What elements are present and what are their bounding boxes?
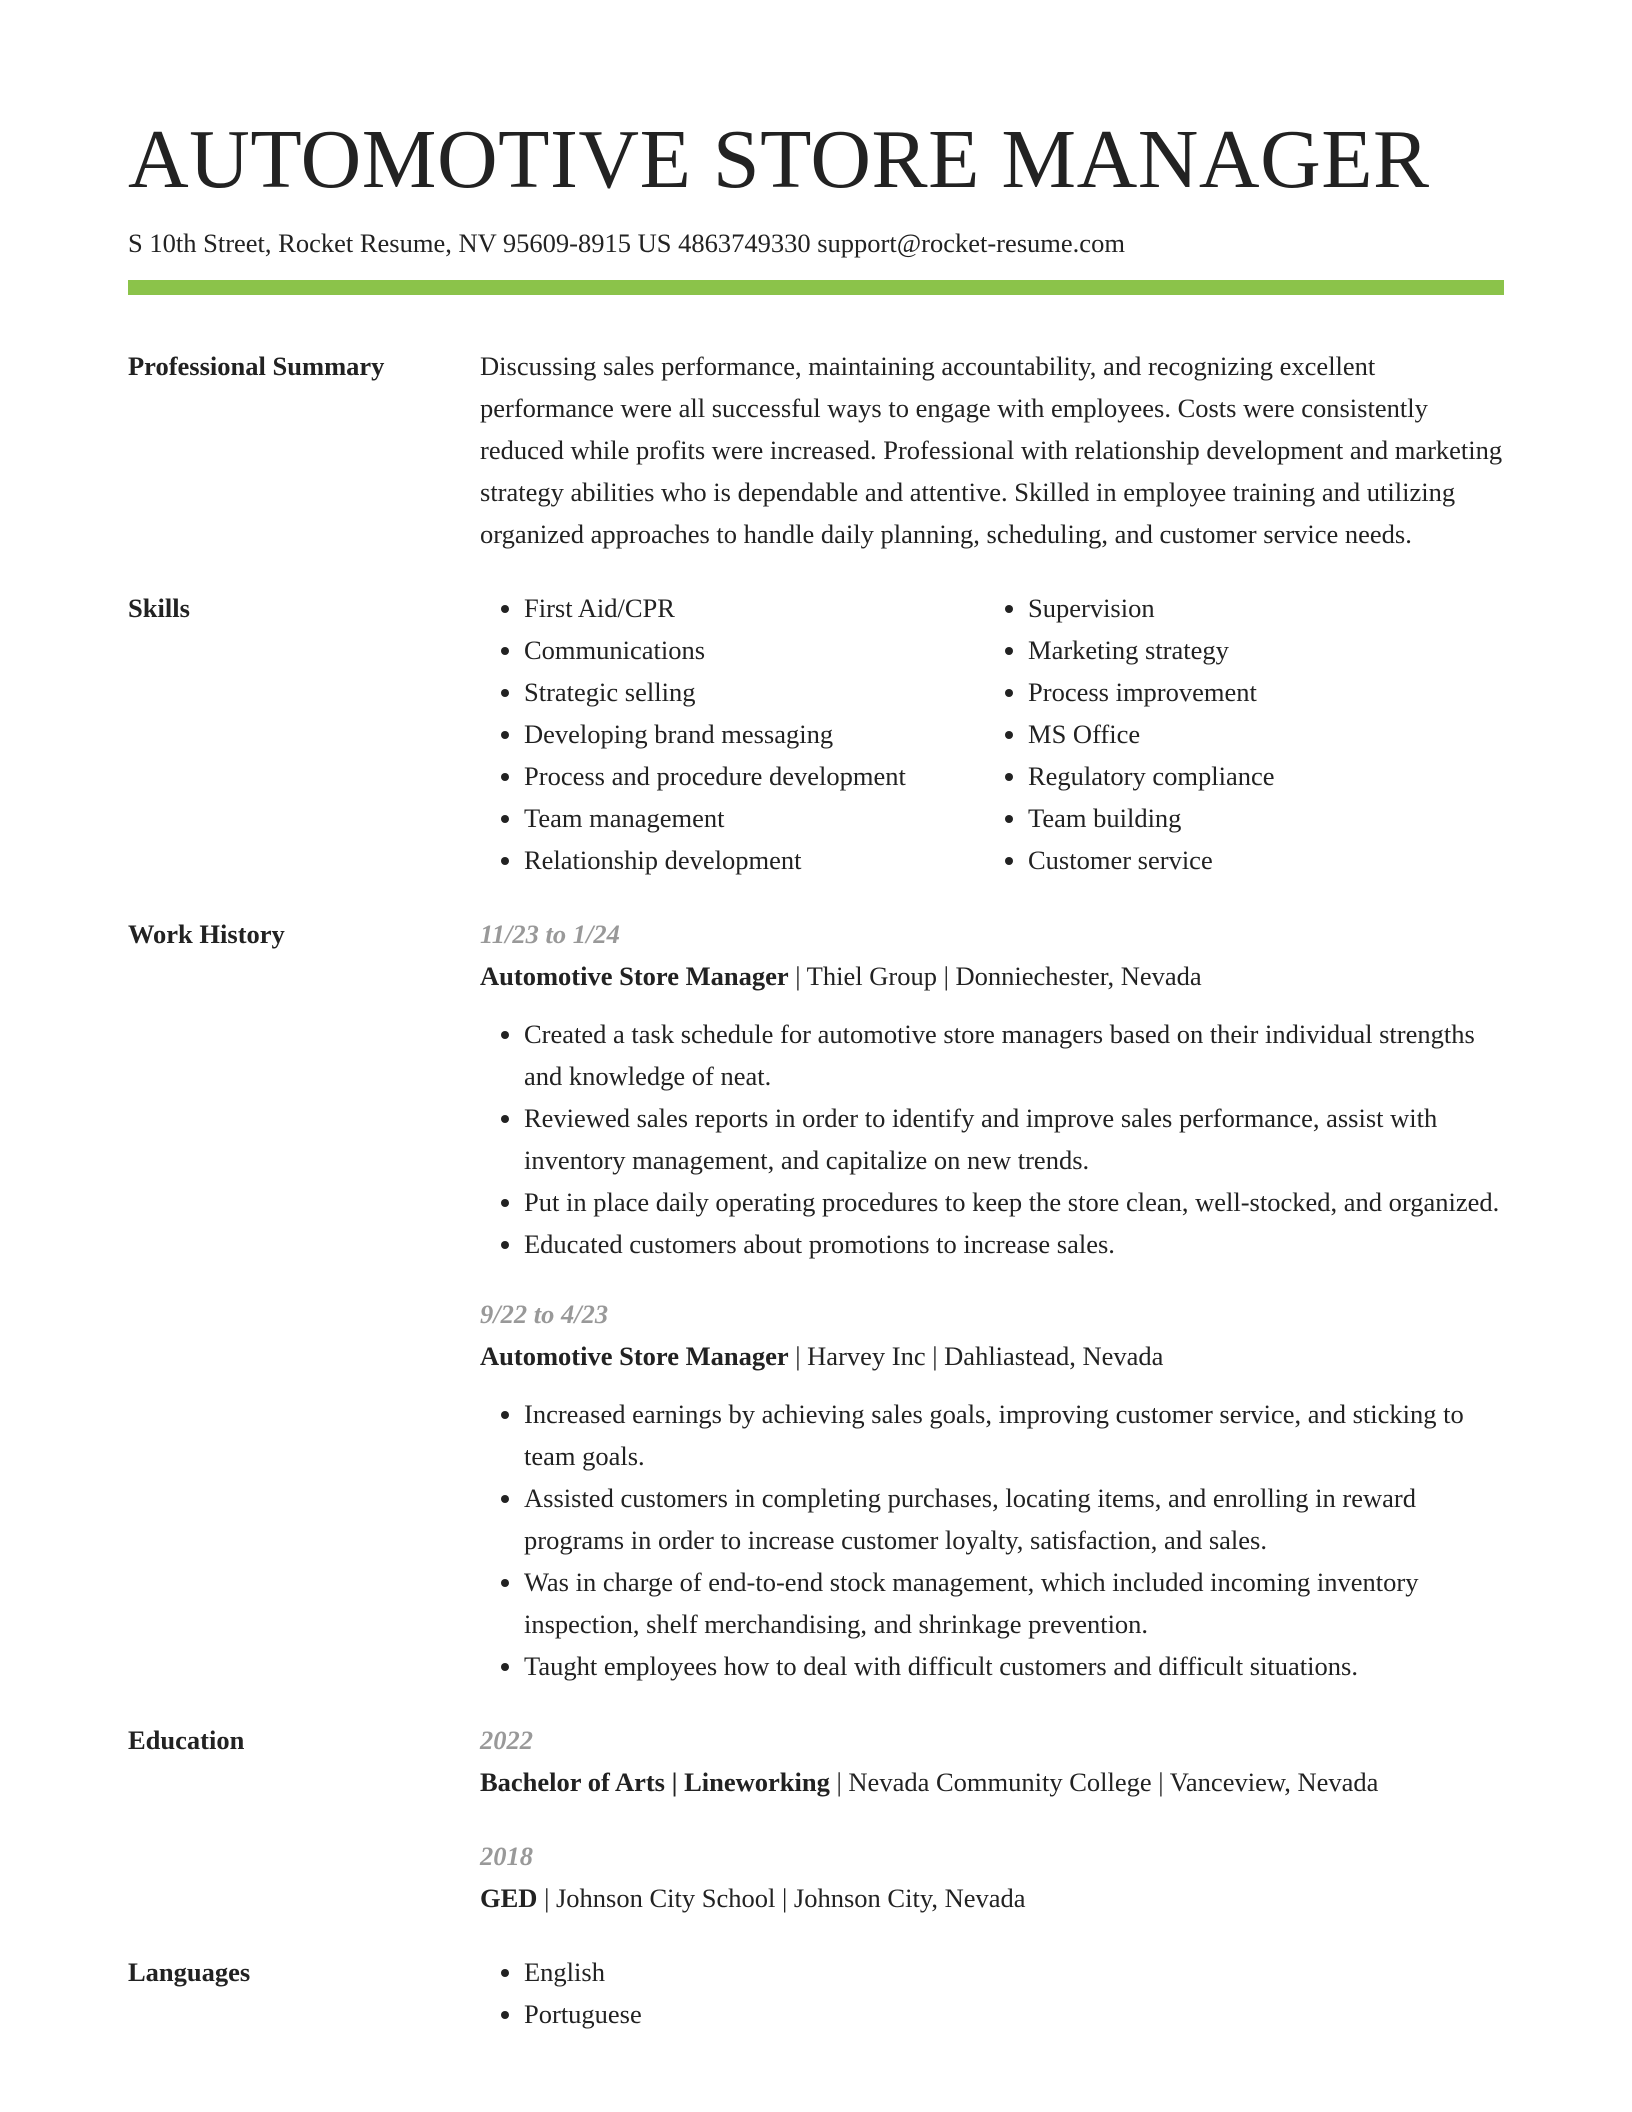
summary-text: Discussing sales performance, maintaining accountability, and recognizing excellent performance were all successful ways to engage with employees. Costs were consistently reduced while profits were increased. Professional with relationship development and marketing strategy abilities who is dependable and attentive. Skilled in employee training and utilizing organized approaches to handle daily planning, scheduling, and customer service needs.	[480, 350, 1503, 549]
job-bullet: • Taught employees how to deal with difficult customers and difficult situations.	[524, 1645, 1504, 1687]
job-bullet: • Was in charge of end-to-end stock management, which included incoming inventory inspection, shelf merchandising, and shrinkage prevention.	[524, 1561, 1504, 1645]
skills-list-right	[984, 587, 1488, 881]
skills-section	[128, 587, 1504, 881]
job-entry	[480, 913, 1504, 1265]
job-bullets	[480, 1393, 1504, 1687]
skills-columns	[480, 587, 1504, 881]
skills-list-left	[480, 587, 984, 881]
job-entry	[480, 1293, 1504, 1687]
education-line	[480, 1877, 1504, 1919]
section-title: Languages	[128, 1956, 251, 1987]
skill-item: • Team management	[524, 797, 984, 839]
job-bullets	[480, 1013, 1504, 1265]
skill-item: • Relationship development	[524, 839, 984, 881]
education-year: 2018	[480, 1840, 533, 1871]
resume-page	[128, 0, 1504, 2035]
job-dates: 11/23 to 1/24	[480, 918, 620, 949]
skill-item: • Process and procedure development	[524, 755, 984, 797]
language-item: • Portuguese	[524, 1993, 1504, 2035]
section-title: Skills	[128, 592, 190, 623]
work-history-body	[480, 913, 1504, 1687]
skill-item: • Marketing strategy	[1028, 629, 1488, 671]
skill-item: • Strategic selling	[524, 671, 984, 713]
skill-item: • Developing brand messaging	[524, 713, 984, 755]
job-role: Automotive Store Manager	[480, 1340, 789, 1371]
education-section	[128, 1719, 1504, 1919]
job-bullet: • Assisted customers in completing purchases, locating items, and enrolling in reward programs in order to increase customer loyalty, satisfaction, and sales.	[524, 1477, 1504, 1561]
section-title: Professional Summary	[128, 350, 385, 381]
job-role: Automotive Store Manager	[480, 960, 789, 991]
language-item: • English	[524, 1951, 1504, 1993]
education-entry	[480, 1719, 1504, 1803]
skill-item: • First Aid/CPR	[524, 587, 984, 629]
job-employer: | Harvey Inc | Dahliastead, Nevada	[788, 1340, 1164, 1371]
job-bullet: • Put in place daily operating procedures to keep the store clean, well-stocked, and organized.	[524, 1181, 1504, 1223]
job-bullet: • Created a task schedule for automotive store managers based on their individual strengths and knowledge of neat.	[524, 1013, 1504, 1097]
education-degree: Bachelor of Arts | Lineworking	[480, 1766, 830, 1797]
job-employer: | Thiel Group | Donniechester, Nevada	[788, 960, 1202, 991]
job-title-line	[480, 1335, 1504, 1377]
languages-body	[480, 1951, 1504, 2035]
education-school: | Nevada Community College | Vanceview, Nevada	[829, 1766, 1379, 1797]
education-year: 2022	[480, 1724, 533, 1755]
skill-item: • Process improvement	[1028, 671, 1488, 713]
section-title: Work History	[128, 918, 285, 949]
summary-body	[480, 345, 1504, 555]
languages-section	[128, 1951, 1504, 2035]
skill-item: • Supervision	[1028, 587, 1488, 629]
education-entry	[480, 1835, 1504, 1919]
skill-item: • MS Office	[1028, 713, 1488, 755]
job-dates: 9/22 to 4/23	[480, 1298, 609, 1329]
work-history-section	[128, 913, 1504, 1687]
job-bullet: • Reviewed sales reports in order to identify and improve sales performance, assist with inventory management, and capitalize on new trends.	[524, 1097, 1504, 1181]
skill-item: • Team building	[1028, 797, 1488, 839]
resume-name: AUTOMOTIVE STORE MANAGER	[128, 113, 1430, 206]
education-body	[480, 1719, 1504, 1919]
skill-item: • Customer service	[1028, 839, 1488, 881]
education-degree: GED	[480, 1882, 538, 1913]
contact-info: S 10th Street, Rocket Resume, NV 95609-8915 US 4863749330 support@rocket-resume.com	[128, 228, 1125, 258]
languages-list	[480, 1951, 1504, 2035]
section-title: Education	[128, 1724, 245, 1755]
job-bullet: • Increased earnings by achieving sales goals, improving customer service, and sticking to team goals.	[524, 1393, 1504, 1477]
education-school: | Johnson City School | Johnson City, Nevada	[537, 1882, 1026, 1913]
job-title-line	[480, 955, 1504, 997]
education-line	[480, 1761, 1504, 1803]
accent-divider	[128, 280, 1504, 295]
skill-item: • Communications	[524, 629, 984, 671]
skills-body	[480, 587, 1504, 881]
job-bullet: • Educated customers about promotions to increase sales.	[524, 1223, 1504, 1265]
summary-section	[128, 345, 1504, 555]
skill-item: • Regulatory compliance	[1028, 755, 1488, 797]
